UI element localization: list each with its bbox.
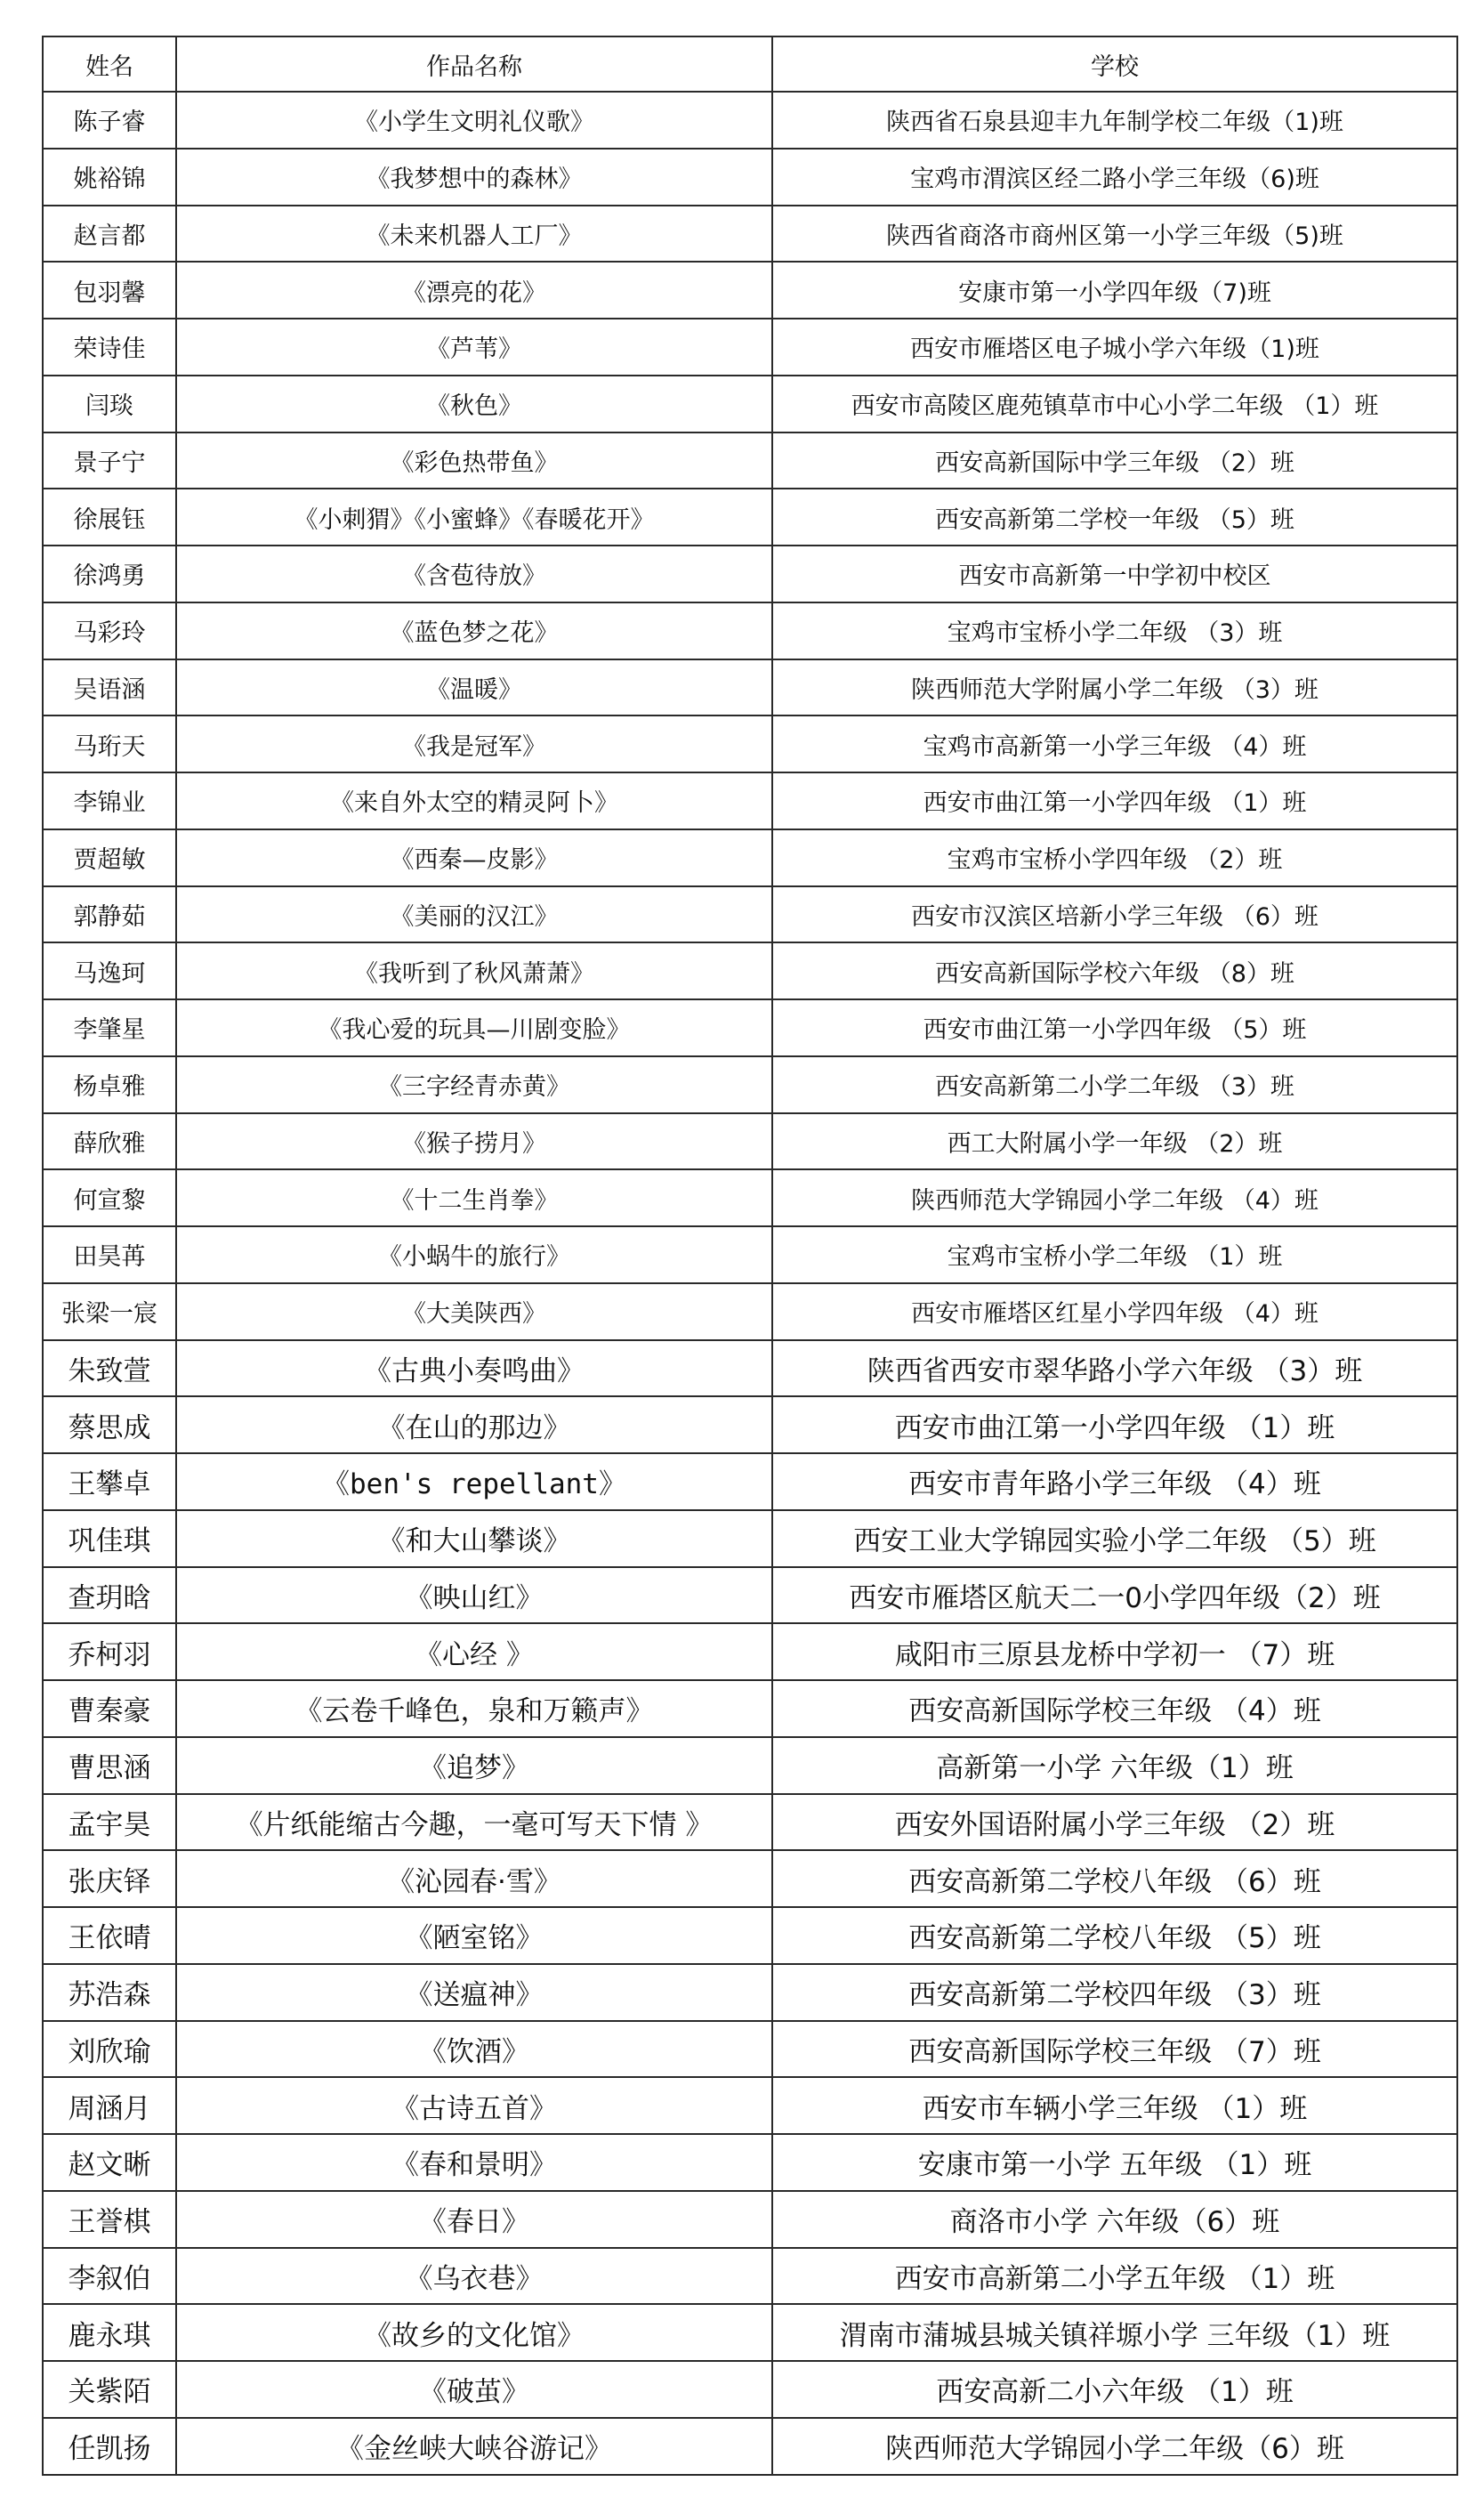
cell-work: 《沁园春·雪》 xyxy=(176,1850,772,1907)
cell-work: 《蓝色梦之花》 xyxy=(176,602,772,659)
cell-school: 西安市曲江第一小学四年级 （1）班 xyxy=(772,1396,1457,1453)
cell-name: 王攀卓 xyxy=(43,1453,176,1510)
cell-name: 包羽馨 xyxy=(43,262,176,319)
cell-school: 西安高新第二学校八年级 （5）班 xyxy=(772,1907,1457,1964)
cell-school: 西安市曲江第一小学四年级 （5）班 xyxy=(772,999,1457,1056)
cell-school: 宝鸡市宝桥小学二年级 （1）班 xyxy=(772,1226,1457,1283)
cell-work: 《古典小奏鸣曲》 xyxy=(176,1340,772,1397)
cell-name: 徐展钰 xyxy=(43,489,176,546)
cell-school: 宝鸡市高新第一小学三年级 （4）班 xyxy=(772,715,1457,772)
cell-name: 赵言都 xyxy=(43,206,176,263)
table-row xyxy=(43,2191,1457,2248)
cell-work: 《小刺猬》《小蜜蜂》《春暖花开》 xyxy=(176,489,772,546)
cell-name: 朱致萱 xyxy=(43,1340,176,1397)
cell-name: 陈子睿 xyxy=(43,92,176,149)
cell-school: 西安市车辆小学三年级 （1）班 xyxy=(772,2077,1457,2134)
cell-work: 《小蜗牛的旅行》 xyxy=(176,1226,772,1283)
cell-work: 《送瘟神》 xyxy=(176,1964,772,2021)
cell-name: 姚裕锦 xyxy=(43,149,176,206)
cell-name: 张庆铎 xyxy=(43,1850,176,1907)
table-row xyxy=(43,1623,1457,1680)
table-row xyxy=(43,1964,1457,2021)
cell-work: 《美丽的汉江》 xyxy=(176,886,772,943)
cell-school: 西安高新二小六年级 （1）班 xyxy=(772,2361,1457,2418)
table-row xyxy=(43,1453,1457,1510)
table-row xyxy=(43,1510,1457,1567)
cell-name: 吴语涵 xyxy=(43,659,176,716)
cell-school: 陕西师范大学锦园小学二年级（6）班 xyxy=(772,2418,1457,2475)
cell-work: 《云卷千峰色，泉和万籁声》 xyxy=(176,1680,772,1737)
cell-work: 《三字经青赤黄》 xyxy=(176,1056,772,1113)
cell-school: 安康市第一小学 五年级 （1）班 xyxy=(772,2134,1457,2191)
table-row xyxy=(43,715,1457,772)
cell-name: 田昊苒 xyxy=(43,1226,176,1283)
table-row xyxy=(43,489,1457,546)
cell-work: 《乌衣巷》 xyxy=(176,2248,772,2305)
cell-school: 西安外国语附属小学三年级 （2）班 xyxy=(772,1794,1457,1851)
table-row xyxy=(43,2304,1457,2361)
cell-school: 西安市高陵区鹿苑镇草市中心小学二年级 （1）班 xyxy=(772,376,1457,432)
table-row xyxy=(43,999,1457,1056)
cell-school: 西安市高新第一中学初中校区 xyxy=(772,546,1457,602)
cell-school: 陕西省石泉县迎丰九年制学校二年级（1)班 xyxy=(772,92,1457,149)
cell-work: 《追梦》 xyxy=(176,1737,772,1794)
cell-work: 《我心爱的玩具—川剧变脸》 xyxy=(176,999,772,1056)
table-row xyxy=(43,1226,1457,1283)
cell-work: 《我梦想中的森林》 xyxy=(176,149,772,206)
cell-work: 《大美陕西》 xyxy=(176,1283,772,1340)
table-row xyxy=(43,829,1457,886)
cell-name: 薛欣雅 xyxy=(43,1113,176,1170)
cell-name: 鹿永琪 xyxy=(43,2304,176,2361)
cell-school: 渭南市蒲城县城关镇祥塬小学 三年级（1）班 xyxy=(772,2304,1457,2361)
table-row xyxy=(43,2021,1457,2078)
table-row xyxy=(43,1396,1457,1453)
cell-work: 《金丝峡大峡谷游记》 xyxy=(176,2418,772,2475)
cell-school: 宝鸡市渭滨区经二路小学三年级（6)班 xyxy=(772,149,1457,206)
table-row xyxy=(43,432,1457,489)
cell-school: 陕西师范大学锦园小学二年级 （4）班 xyxy=(772,1169,1457,1226)
cell-name: 马珩天 xyxy=(43,715,176,772)
cell-name: 贾超敏 xyxy=(43,829,176,886)
cell-name: 关紫陌 xyxy=(43,2361,176,2418)
cell-school: 高新第一小学 六年级（1）班 xyxy=(772,1737,1457,1794)
cell-school: 西安高新第二学校四年级 （3）班 xyxy=(772,1964,1457,2021)
cell-school: 商洛市小学 六年级（6）班 xyxy=(772,2191,1457,2248)
cell-school: 陕西省西安市翠华路小学六年级 （3）班 xyxy=(772,1340,1457,1397)
cell-name: 李叙伯 xyxy=(43,2248,176,2305)
cell-work: 《春和景明》 xyxy=(176,2134,772,2191)
cell-name: 王誉棋 xyxy=(43,2191,176,2248)
cell-name: 曹思涵 xyxy=(43,1737,176,1794)
cell-name: 马逸珂 xyxy=(43,942,176,999)
cell-work: 《西秦—皮影》 xyxy=(176,829,772,886)
table-row xyxy=(43,1283,1457,1340)
cell-name: 赵文晰 xyxy=(43,2134,176,2191)
cell-name: 查玥晗 xyxy=(43,1567,176,1624)
cell-school: 西安市曲江第一小学四年级 （1）班 xyxy=(772,772,1457,829)
cell-name: 张梁一宸 xyxy=(43,1283,176,1340)
cell-name: 苏浩森 xyxy=(43,1964,176,2021)
cell-school: 陕西师范大学附属小学二年级 （3）班 xyxy=(772,659,1457,716)
cell-work: 《来自外太空的精灵阿卜》 xyxy=(176,772,772,829)
table-body xyxy=(43,92,1457,2475)
cell-work: 《春日》 xyxy=(176,2191,772,2248)
cell-work: 《十二生肖拳》 xyxy=(176,1169,772,1226)
cell-work: 《芦苇》 xyxy=(176,319,772,376)
table-row xyxy=(43,206,1457,263)
cell-name: 李锦业 xyxy=(43,772,176,829)
cell-school: 陕西省商洛市商州区第一小学三年级（5)班 xyxy=(772,206,1457,263)
cell-name: 蔡思成 xyxy=(43,1396,176,1453)
cell-school: 宝鸡市宝桥小学二年级 （3）班 xyxy=(772,602,1457,659)
cell-school: 西安高新第二学校八年级 （6）班 xyxy=(772,1850,1457,1907)
cell-work: 《在山的那边》 xyxy=(176,1396,772,1453)
cell-work: 《饮酒》 xyxy=(176,2021,772,2078)
cell-work: 《破茧》 xyxy=(176,2361,772,2418)
cell-name: 杨卓雅 xyxy=(43,1056,176,1113)
cell-work: 《故乡的文化馆》 xyxy=(176,2304,772,2361)
cell-work: 《彩色热带鱼》 xyxy=(176,432,772,489)
cell-work: 《和大山攀谈》 xyxy=(176,1510,772,1567)
cell-name: 徐鸿勇 xyxy=(43,546,176,602)
cell-work: 《小学生文明礼仪歌》 xyxy=(176,92,772,149)
cell-name: 曹秦豪 xyxy=(43,1680,176,1737)
header-work: 作品名称 xyxy=(176,36,772,92)
table-row xyxy=(43,1113,1457,1170)
table-row xyxy=(43,886,1457,943)
table-row xyxy=(43,1907,1457,1964)
table-row xyxy=(43,1680,1457,1737)
cell-name: 闫琰 xyxy=(43,376,176,432)
cell-school: 西安高新国际学校三年级 （4）班 xyxy=(772,1680,1457,1737)
cell-name: 巩佳琪 xyxy=(43,1510,176,1567)
cell-work: 《陋室铭》 xyxy=(176,1907,772,1964)
table-row xyxy=(43,319,1457,376)
table-row xyxy=(43,772,1457,829)
table-row xyxy=(43,659,1457,716)
cell-name: 景子宁 xyxy=(43,432,176,489)
cell-school: 西安市青年路小学三年级 （4）班 xyxy=(772,1453,1457,1510)
cell-work: 《温暖》 xyxy=(176,659,772,716)
table-row xyxy=(43,942,1457,999)
table-row xyxy=(43,1850,1457,1907)
cell-school: 西安市雁塔区电子城小学六年级（1)班 xyxy=(772,319,1457,376)
cell-name: 何宣黎 xyxy=(43,1169,176,1226)
cell-name: 王依晴 xyxy=(43,1907,176,1964)
cell-school: 西安高新国际学校六年级 （8）班 xyxy=(772,942,1457,999)
table-row xyxy=(43,2361,1457,2418)
table-row xyxy=(43,2418,1457,2475)
table-row xyxy=(43,149,1457,206)
cell-work: 《含苞待放》 xyxy=(176,546,772,602)
table-row xyxy=(43,1056,1457,1113)
table-row xyxy=(43,546,1457,602)
cell-school: 西安高新国际学校三年级 （7）班 xyxy=(772,2021,1457,2078)
cell-school: 安康市第一小学四年级（7)班 xyxy=(772,262,1457,319)
cell-school: 宝鸡市宝桥小学四年级 （2）班 xyxy=(772,829,1457,886)
cell-school: 西安高新第二小学二年级 （3）班 xyxy=(772,1056,1457,1113)
cell-work: 《心经 》 xyxy=(176,1623,772,1680)
cell-name: 刘欣瑜 xyxy=(43,2021,176,2078)
cell-name: 郭静茹 xyxy=(43,886,176,943)
cell-name: 李肇星 xyxy=(43,999,176,1056)
cell-work: 《猴子捞月》 xyxy=(176,1113,772,1170)
cell-school: 西安市汉滨区培新小学三年级 （6）班 xyxy=(772,886,1457,943)
cell-name: 乔柯羽 xyxy=(43,1623,176,1680)
cell-work: 《映山红》 xyxy=(176,1567,772,1624)
table-row xyxy=(43,92,1457,149)
table-row xyxy=(43,1794,1457,1851)
cell-work: 《片纸能缩古今趣，一毫可写天下情 》 xyxy=(176,1794,772,1851)
table-row xyxy=(43,1169,1457,1226)
cell-school: 西安市雁塔区红星小学四年级 （4）班 xyxy=(772,1283,1457,1340)
cell-work: 《秋色》 xyxy=(176,376,772,432)
award-list-table xyxy=(42,36,1458,2476)
table-row xyxy=(43,602,1457,659)
header-name: 姓名 xyxy=(43,36,176,92)
cell-school: 西安高新第二学校一年级 （5）班 xyxy=(772,489,1457,546)
header-row xyxy=(43,36,1457,92)
table-row xyxy=(43,262,1457,319)
cell-school: 咸阳市三原县龙桥中学初一 （7）班 xyxy=(772,1623,1457,1680)
cell-school: 西安市雁塔区航天二一0小学四年级（2）班 xyxy=(772,1567,1457,1624)
cell-work: 《未来机器人工厂》 xyxy=(176,206,772,263)
cell-name: 周涵月 xyxy=(43,2077,176,2134)
cell-work: 《漂亮的花》 xyxy=(176,262,772,319)
table-row xyxy=(43,1567,1457,1624)
cell-school: 西安高新国际中学三年级 （2）班 xyxy=(772,432,1457,489)
cell-work: 《我听到了秋风萧萧》 xyxy=(176,942,772,999)
cell-name: 孟宇昊 xyxy=(43,1794,176,1851)
table-row xyxy=(43,2248,1457,2305)
cell-school: 西工大附属小学一年级 （2）班 xyxy=(772,1113,1457,1170)
cell-work: 《古诗五首》 xyxy=(176,2077,772,2134)
table-row xyxy=(43,1340,1457,1397)
cell-school: 西安工业大学锦园实验小学二年级 （5）班 xyxy=(772,1510,1457,1567)
table-row xyxy=(43,376,1457,432)
cell-name: 荣诗佳 xyxy=(43,319,176,376)
cell-name: 任凯扬 xyxy=(43,2418,176,2475)
cell-work: 《我是冠军》 xyxy=(176,715,772,772)
cell-school: 西安市高新第二小学五年级 （1）班 xyxy=(772,2248,1457,2305)
table-row xyxy=(43,2134,1457,2191)
cell-work: 《ben's repellant》 xyxy=(176,1453,772,1510)
table-row xyxy=(43,1737,1457,1794)
header-school: 学校 xyxy=(772,36,1457,92)
table-row xyxy=(43,2077,1457,2134)
cell-name: 马彩玲 xyxy=(43,602,176,659)
